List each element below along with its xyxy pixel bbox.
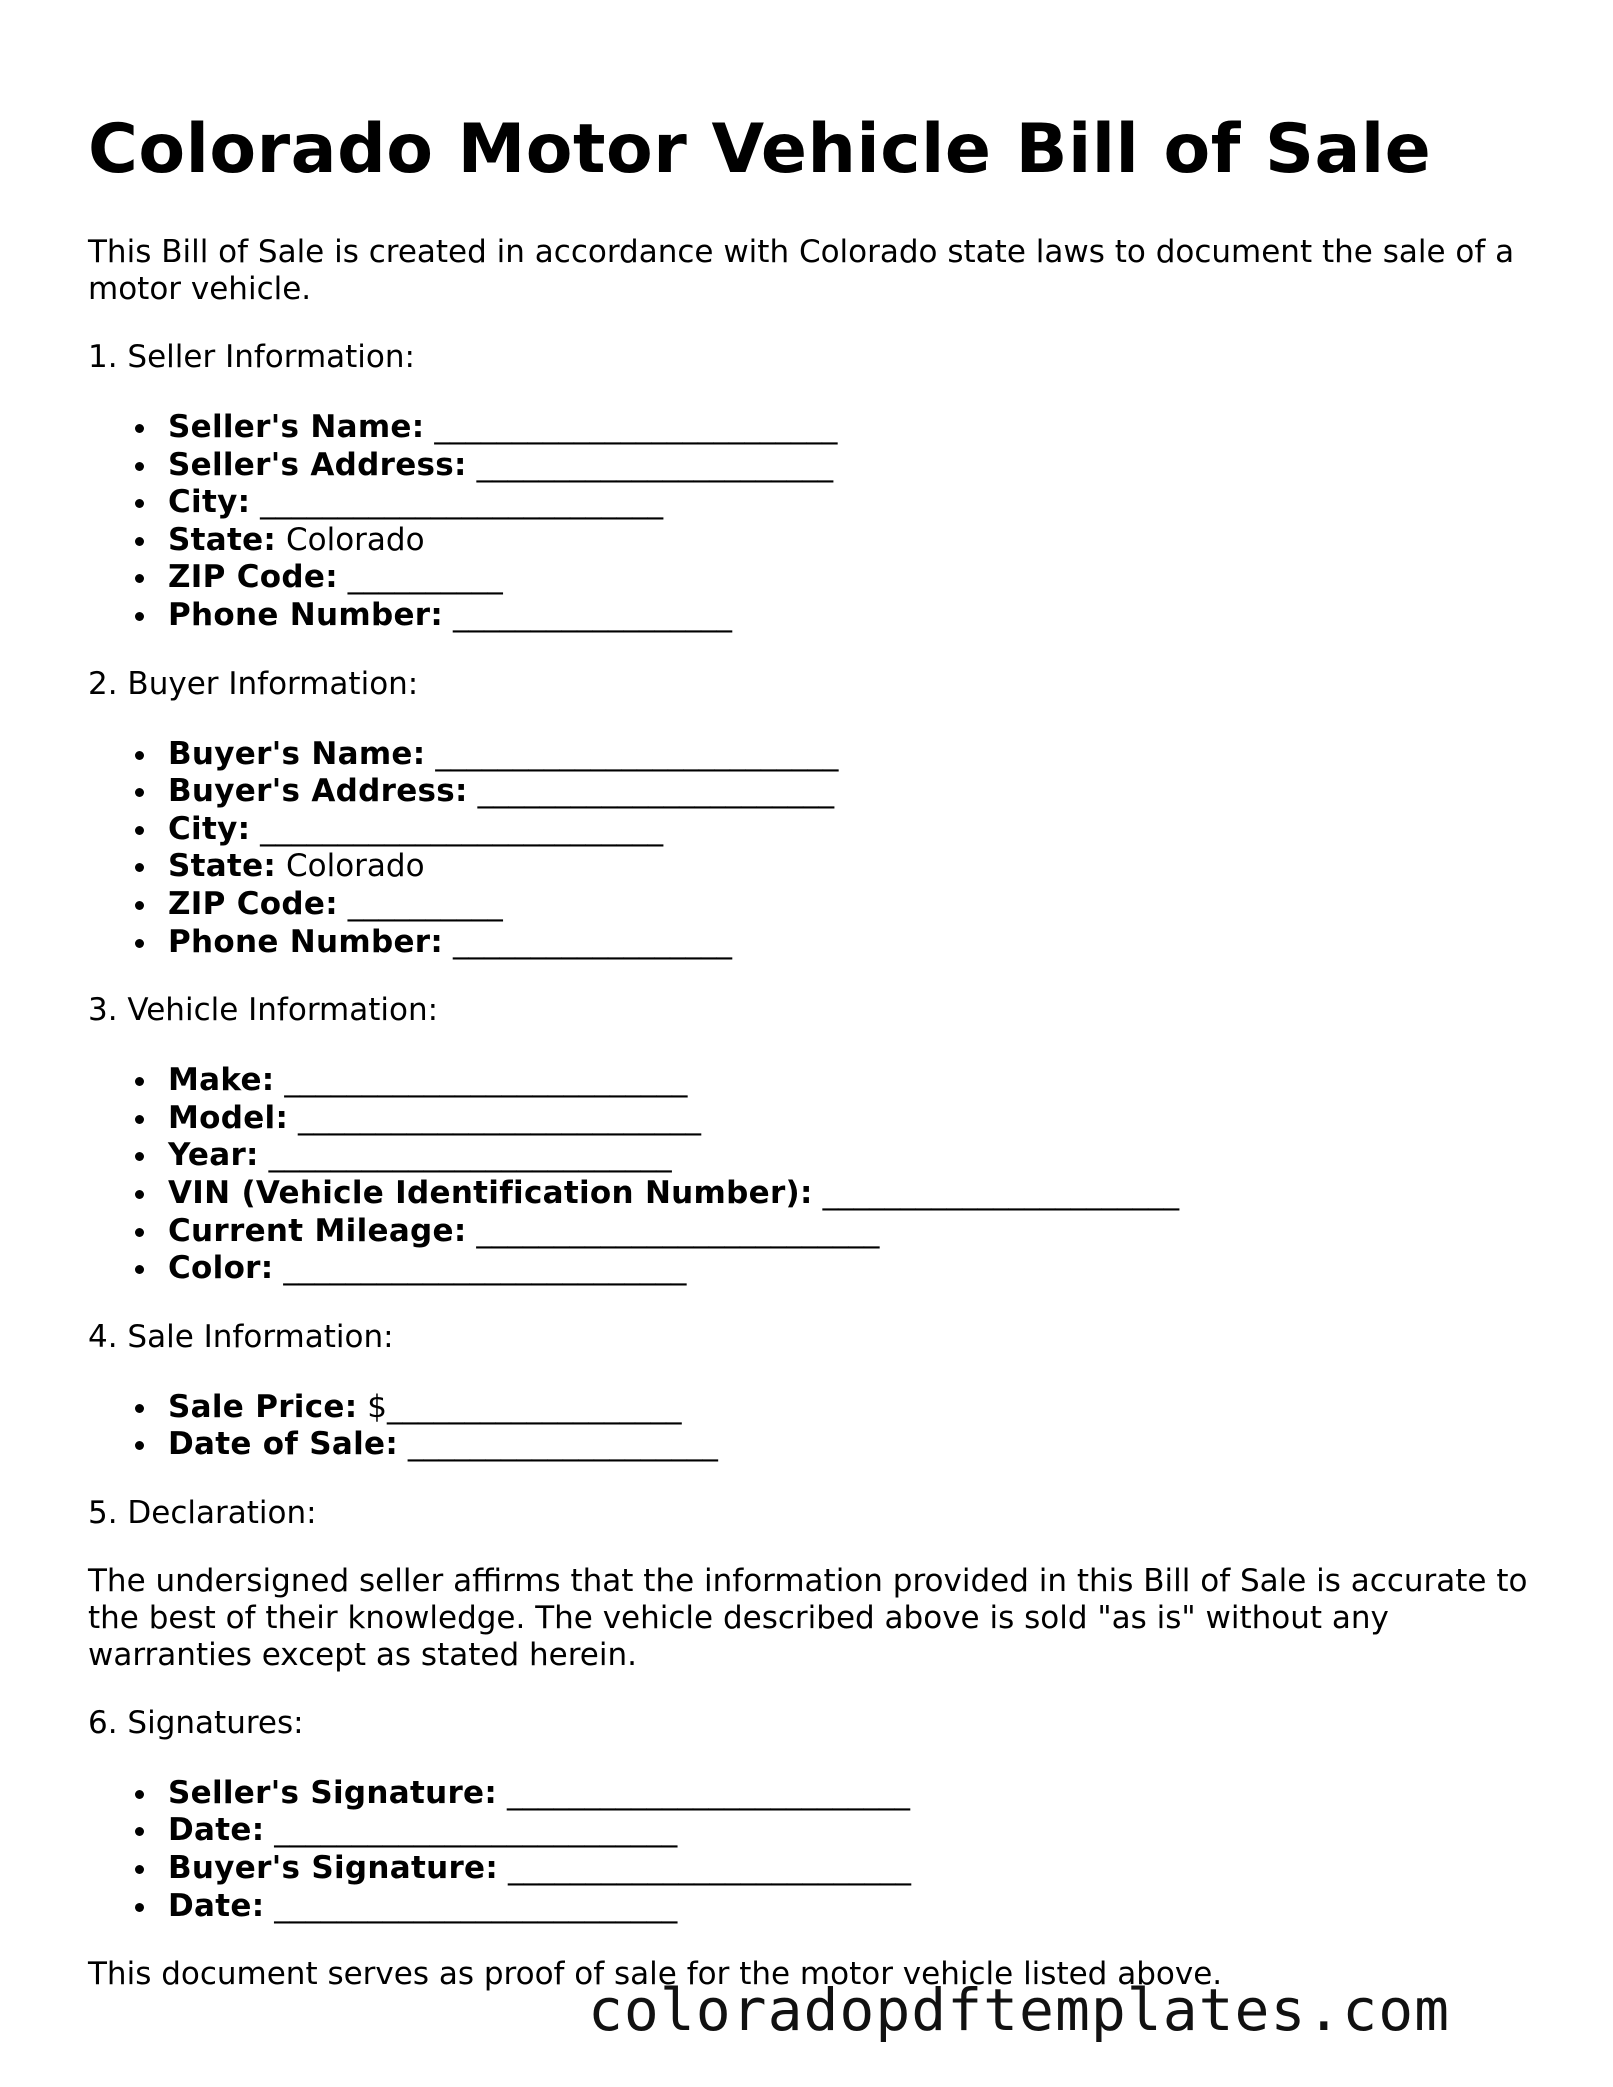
vehicle-vin-field[interactable] (168, 1175, 1528, 1213)
field-blank[interactable]: __________________________ (434, 409, 838, 445)
signatures-fields-list (88, 1775, 1528, 1925)
field-blank[interactable]: __________________________ (506, 1774, 910, 1811)
vehicle-color-field[interactable] (168, 1250, 1528, 1288)
field-blank[interactable]: __________________________ (268, 1137, 672, 1174)
field-blank[interactable]: __________________________ (435, 735, 839, 772)
field-blank[interactable]: __________________________ (507, 1850, 911, 1887)
field-label: Phone Number: (168, 596, 444, 633)
field-label: Buyer's Address: (168, 773, 468, 810)
page-title: Colorado Motor Vehicle Bill of Sale (88, 110, 1432, 189)
field-label: Color: (168, 1250, 274, 1287)
field-label: City: (168, 810, 251, 847)
buyer-zip-field[interactable] (168, 886, 1528, 924)
seller-zip-field[interactable] (168, 559, 1528, 597)
intro-paragraph: This Bill of Sale is created in accordance with Colorado state laws to document the sale of a motor vehicle. (88, 234, 1515, 307)
field-blank[interactable]: __________________ (452, 596, 732, 633)
seller-signature-date-field[interactable] (168, 1812, 1528, 1850)
vehicle-model-field[interactable] (168, 1100, 1528, 1138)
field-blank[interactable]: __________________________ (274, 1812, 678, 1849)
vehicle-mileage-field[interactable] (168, 1213, 1528, 1251)
buyer-state-field (168, 848, 1528, 886)
buyer-section-heading: 2. Buyer Information: (88, 665, 419, 702)
field-label: Make: (168, 1062, 275, 1099)
seller-section-heading: 1. Seller Information: (88, 339, 415, 375)
field-blank[interactable]: ____________________ (407, 1426, 718, 1463)
field-blank[interactable]: __________________________ (476, 1212, 880, 1249)
field-label: Date: (168, 1887, 265, 1924)
field-label: ZIP Code: (168, 885, 338, 922)
vehicle-make-field[interactable] (168, 1062, 1528, 1100)
buyer-name-field[interactable] (168, 736, 1528, 774)
sale-price-field[interactable] (168, 1389, 1528, 1427)
field-label: ZIP Code: (168, 559, 338, 596)
field-label: Model: (168, 1099, 289, 1136)
field-blank[interactable]: __________________________ (260, 484, 664, 521)
field-label: VIN (Vehicle Identification Number): (168, 1174, 813, 1211)
sale-section-heading: 4. Sale Information: (88, 1318, 394, 1355)
field-label: State: (168, 848, 277, 885)
field-label: Date of Sale: (168, 1426, 399, 1463)
declaration-paragraph: The undersigned seller affirms that the information provided in this Bill of Sale is accurate to the best of their knowledge. The vehicle described above is sold "as is" without any warranties except as stated herein. (88, 1562, 1528, 1673)
field-blank[interactable]: _______________________ (822, 1174, 1180, 1211)
field-label: Seller's Address: (168, 446, 467, 483)
field-label: Seller's Name: (168, 409, 425, 445)
field-label: Year: (168, 1137, 259, 1174)
field-blank[interactable]: __________________________ (298, 1099, 702, 1136)
seller-name-field[interactable] (168, 409, 1528, 447)
closing-statement: This document serves as proof of sale for the motor vehicle listed above. (88, 1956, 1223, 1993)
seller-fields-list (88, 409, 1528, 635)
seller-signature-field[interactable] (168, 1775, 1528, 1813)
field-label: Sale Price: (168, 1388, 358, 1425)
field-blank[interactable]: _______________________ (476, 446, 834, 483)
field-blank[interactable]: __________________________ (284, 1062, 688, 1099)
field-value: Colorado (285, 848, 425, 885)
declaration-section-heading: 5. Declaration: (88, 1494, 317, 1531)
field-value: Colorado (285, 521, 425, 558)
field-label: Current Mileage: (168, 1212, 467, 1249)
field-label: Buyer's Signature: (168, 1850, 499, 1887)
buyer-city-field[interactable] (168, 811, 1528, 849)
buyer-signature-date-field[interactable] (168, 1888, 1528, 1926)
field-blank[interactable]: __________ (347, 559, 503, 596)
vehicle-year-field[interactable] (168, 1137, 1528, 1175)
watermark-text: coloradopdftemplates.com (588, 1976, 1451, 2044)
sale-fields-list (88, 1389, 1528, 1464)
buyer-fields-list (88, 736, 1528, 962)
buyer-signature-field[interactable] (168, 1850, 1528, 1888)
vehicle-fields-list (88, 1062, 1528, 1288)
field-blank[interactable]: __________ (347, 885, 503, 922)
field-label: Date: (168, 1812, 265, 1849)
buyer-phone-field[interactable] (168, 924, 1528, 962)
field-blank[interactable]: __________________________ (260, 810, 664, 847)
seller-phone-field[interactable] (168, 597, 1528, 635)
field-label: Buyer's Name: (168, 735, 426, 772)
field-label: Seller's Signature: (168, 1774, 498, 1811)
seller-state-field (168, 522, 1528, 560)
field-blank[interactable]: __________________________ (274, 1887, 678, 1924)
seller-city-field[interactable] (168, 484, 1528, 522)
field-blank[interactable]: $___________________ (367, 1388, 682, 1425)
seller-address-field[interactable] (168, 447, 1528, 485)
field-blank[interactable]: __________________ (452, 923, 732, 960)
sale-date-field[interactable] (168, 1426, 1528, 1464)
buyer-address-field[interactable] (168, 773, 1528, 811)
field-label: City: (168, 484, 251, 521)
vehicle-section-heading: 3. Vehicle Information: (88, 992, 439, 1029)
field-label: Phone Number: (168, 923, 444, 960)
signatures-section-heading: 6. Signatures: (88, 1704, 304, 1741)
bill-of-sale-document (88, 108, 1528, 1993)
field-blank[interactable]: __________________________ (283, 1250, 687, 1287)
field-blank[interactable]: _______________________ (477, 773, 835, 810)
field-label: State: (168, 521, 277, 558)
